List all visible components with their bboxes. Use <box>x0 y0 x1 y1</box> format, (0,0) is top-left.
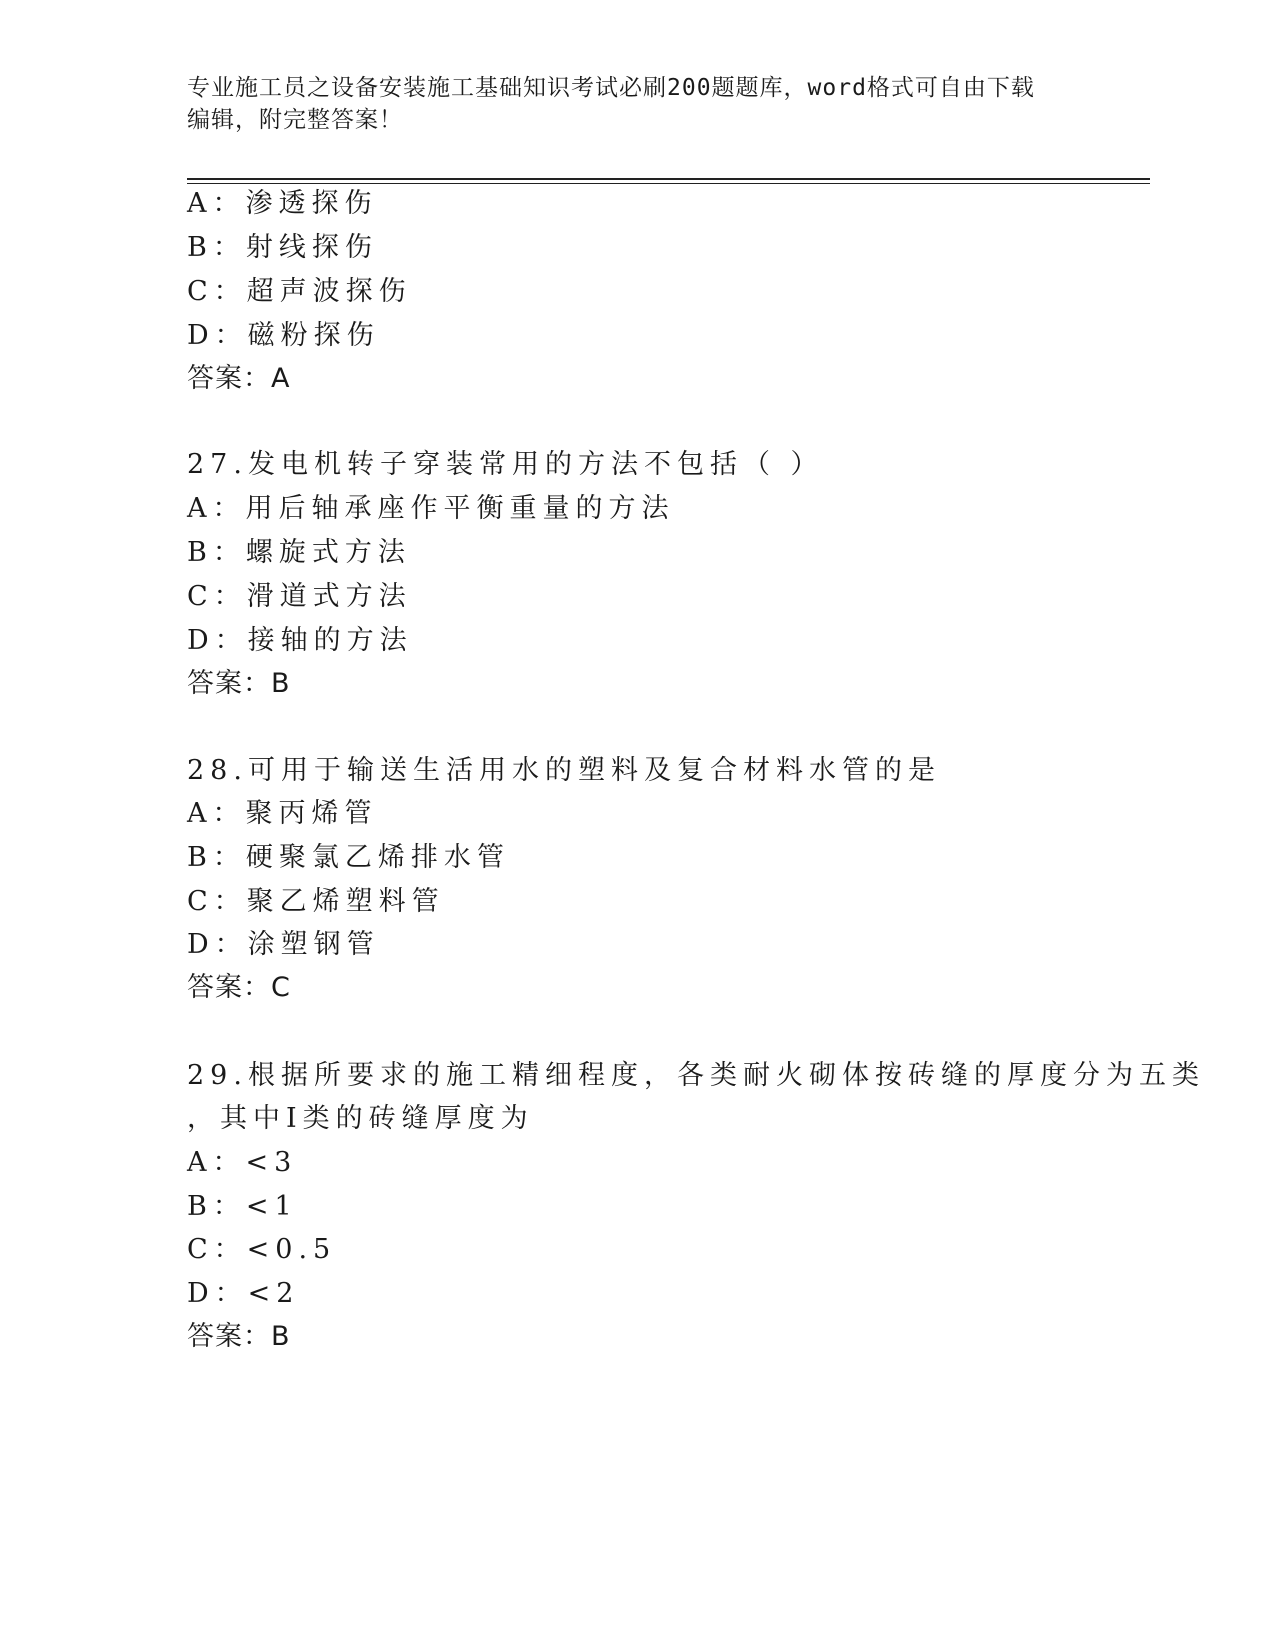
option-c: C：滑道式方法 <box>187 581 412 612</box>
option-a: A：渗透探伤 <box>187 188 378 219</box>
option-b: B：<1 <box>187 1191 298 1222</box>
question-stem: 28.可用于输送生活用水的塑料及复合材料水管的是 <box>187 755 941 786</box>
option-a: A：<3 <box>187 1147 298 1178</box>
option-c: C：聚乙烯塑料管 <box>187 886 445 917</box>
question-stem-line-2: ，其中Ⅰ类的砖缝厚度为 <box>187 1103 534 1134</box>
answer-line: 答案：B <box>187 1321 291 1352</box>
option-d: D：<2 <box>187 1278 300 1309</box>
header-line-1: 专业施工员之设备安装施工基础知识考试必刷200题题库，word格式可自由下载 <box>187 75 1035 101</box>
option-a: A：聚丙烯管 <box>187 798 378 829</box>
option-b: B：硬聚氯乙烯排水管 <box>187 842 510 873</box>
document-header <box>187 72 1087 136</box>
option-d: D：接轴的方法 <box>187 625 413 656</box>
answer-line: 答案：B <box>187 668 291 699</box>
option-b: B：射线探伤 <box>187 232 378 263</box>
option-c: C：<0.5 <box>187 1234 337 1265</box>
header-line-2: 编辑，附完整答案！ <box>187 107 403 133</box>
option-d: D：磁粉探伤 <box>187 320 380 351</box>
option-c: C：超声波探伤 <box>187 276 412 307</box>
option-a: A：用后轴承座作平衡重量的方法 <box>187 493 675 524</box>
question-stem: 27.发电机转子穿装常用的方法不包括（ ） <box>187 449 824 480</box>
header-divider-thick <box>187 178 1150 180</box>
option-d: D：涂塑钢管 <box>187 929 380 960</box>
answer-line: 答案：C <box>187 972 291 1003</box>
answer-line: 答案：A <box>187 363 291 394</box>
question-stem-line-1: 29.根据所要求的施工精细程度，各类耐火砌体按砖缝的厚度分为五类 <box>187 1060 1205 1091</box>
header-divider-thin <box>187 183 1150 184</box>
option-b: B：螺旋式方法 <box>187 537 411 568</box>
